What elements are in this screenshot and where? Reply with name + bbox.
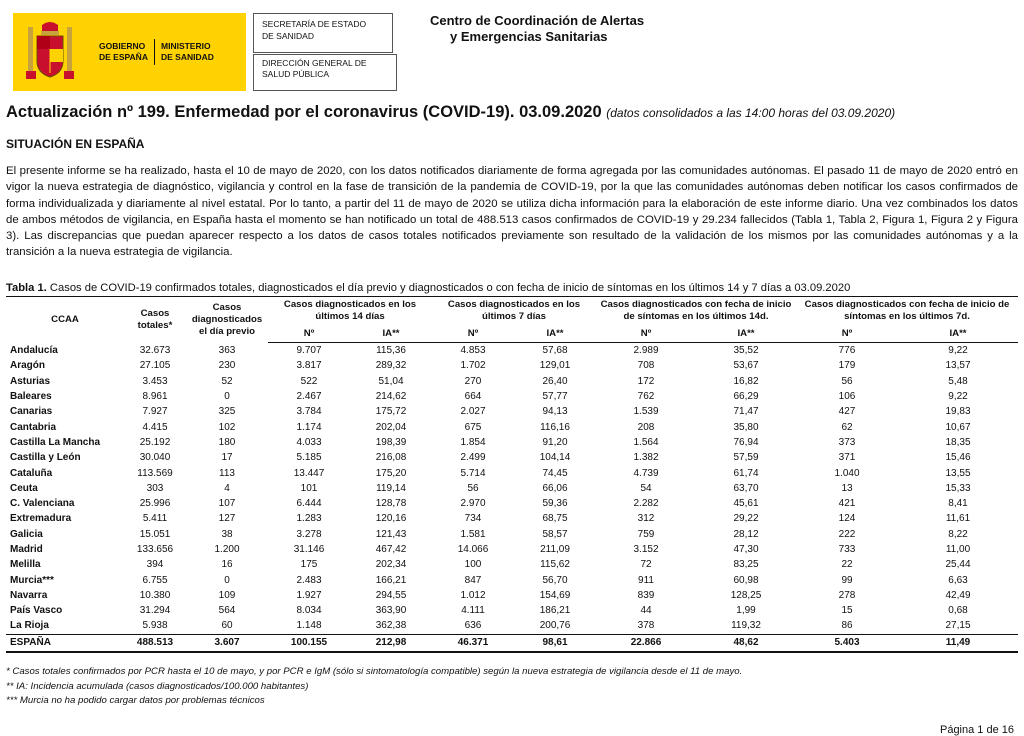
cell-value: 175,72 [375, 406, 407, 418]
cell-value: 1.382 [633, 452, 659, 464]
cell-value: 522 [300, 375, 318, 387]
table-row [6, 389, 1018, 404]
cell-value: 13 [841, 482, 853, 494]
cell-value: 1.581 [460, 528, 486, 540]
cell-value: 212,98 [350, 634, 432, 652]
cell-value: 54 [640, 482, 652, 494]
cell-value: 32.673 [139, 344, 171, 356]
secretaria-box: SECRETARÍA DE ESTADO DE SANIDAD [253, 13, 393, 53]
cell-ccaa: ESPAÑA [6, 634, 124, 652]
cell-value: 289,32 [375, 360, 407, 372]
cell-value: 180 [218, 436, 236, 448]
table-row [6, 496, 1018, 511]
cell-value: 56 [467, 482, 479, 494]
cell-ccaa: La Rioja [6, 618, 124, 634]
cell-value: 56,70 [542, 574, 568, 586]
cell-value: 31.294 [139, 605, 171, 617]
cell-value: 0 [224, 391, 230, 403]
header-ia: IA** [514, 325, 596, 343]
cell-value: 373 [838, 436, 856, 448]
cell-value: 133.656 [136, 544, 174, 555]
cell-value: 363 [218, 344, 236, 356]
gobierno-logo [13, 13, 246, 91]
cell-ccaa: Cantabria [10, 421, 57, 433]
table-row [6, 404, 1018, 419]
cell-value: 15,33 [945, 482, 971, 494]
cell-value: 312 [637, 513, 655, 525]
cell-value: 5.403 [796, 634, 898, 652]
cell-value: 211,09 [540, 544, 570, 555]
table-row [6, 343, 1018, 359]
cell-ccaa: Asturias [10, 375, 51, 387]
cell-value: 1.040 [834, 467, 860, 479]
report-title [6, 103, 895, 122]
table-row [6, 588, 1018, 603]
table-row [6, 603, 1018, 618]
header-sint7: Casos diagnosticados con fecha de inicio de síntomas en los últimos 7d. [804, 299, 1010, 322]
table-row [6, 481, 1018, 496]
cell-value: 467,42 [375, 544, 407, 555]
cell-value: 86 [796, 618, 898, 634]
header-ia: IA** [350, 325, 432, 343]
cell-value: 1.854 [460, 436, 486, 448]
title-main: Actualización nº 199. Enfermedad por el coronavirus (COVID-19). 03.09.2020 [6, 103, 602, 121]
table-row [6, 465, 1018, 480]
cell-value: 4.739 [633, 467, 659, 479]
cell-value: 378 [596, 618, 696, 634]
table-row [6, 419, 1018, 434]
cell-value: 35,52 [733, 345, 759, 357]
cell-ccaa: C. Valenciana [10, 498, 75, 510]
note-3: *** Murcia no ha podido cargar datos por problemas técnicos [6, 695, 265, 706]
cell-value: 16 [221, 559, 233, 571]
cell-value: 72 [640, 559, 652, 571]
cell-value: 214,62 [375, 391, 407, 403]
cell-value: 44 [640, 605, 652, 617]
cell-ccaa: Castilla La Mancha [10, 436, 101, 448]
cell-value: 101 [300, 482, 318, 494]
cell-value: 15 [841, 605, 853, 617]
table-body [6, 343, 1018, 652]
table-row [6, 435, 1018, 450]
cell-ccaa: País Vasco [10, 605, 63, 617]
cell-value: 129,01 [539, 360, 571, 372]
cell-value: 45,61 [733, 498, 759, 510]
cell-value: 6,63 [948, 574, 968, 586]
cell-value: 394 [146, 559, 164, 571]
cell-value: 25,44 [945, 559, 971, 571]
cell-value: 776 [838, 345, 856, 357]
cell-value: 57,77 [542, 391, 568, 403]
cell-value: 56 [841, 375, 853, 387]
cell-value: 172 [637, 375, 655, 387]
cell-value: 0 [224, 574, 230, 586]
cell-value: 13,55 [945, 467, 971, 479]
cell-value: 6.755 [142, 574, 168, 586]
cell-value: 26,40 [542, 375, 568, 387]
table-row [6, 527, 1018, 542]
logo-divider [154, 39, 155, 65]
section-title: SITUACIÓN EN ESPAÑA [6, 137, 145, 151]
cell-value: 5.714 [460, 467, 486, 479]
cell-value: 270 [464, 375, 482, 387]
header-ia: IA** [696, 325, 796, 343]
cell-value: 847 [464, 574, 482, 586]
header-diag7: Casos diagnosticados en los últimos 7 días [447, 299, 581, 322]
cell-value: 107 [218, 498, 236, 510]
cell-value: 61,74 [733, 467, 759, 479]
cell-value: 57,68 [542, 345, 568, 357]
cases-table [6, 296, 1018, 653]
cell-value: 120,16 [375, 513, 407, 525]
cell-value: 31.146 [293, 544, 325, 555]
cell-value: 3.278 [296, 528, 322, 540]
cell-value: 664 [464, 391, 482, 403]
cell-value: 22 [841, 559, 853, 571]
cell-value: 733 [838, 544, 856, 555]
header-n: Nº [596, 325, 696, 343]
cell-value: 1.012 [460, 589, 486, 601]
header-n: Nº [432, 325, 514, 343]
cell-value: 325 [218, 406, 236, 418]
cell-value: 68,75 [542, 513, 568, 525]
cell-value: 14.066 [457, 544, 489, 555]
cell-value: 2.499 [460, 452, 486, 464]
cell-value: 30.040 [139, 452, 171, 464]
cell-ccaa: Melilla [10, 559, 41, 571]
cell-value: 11,49 [898, 634, 1018, 652]
cell-value: 128,78 [375, 498, 407, 510]
cell-value: 10.380 [139, 589, 171, 601]
note-1: * Casos totales confirmados por PCR hasta el 10 de mayo, y por PCR e IgM (sólo si sintomatología compatible) según la nueva estrategia de vigilancia desde el 11 de mayo. [6, 666, 743, 677]
cell-value: 762 [637, 391, 655, 403]
cell-value: 9,22 [948, 345, 968, 357]
cell-value: 1,99 [736, 605, 756, 617]
cell-value: 759 [637, 528, 655, 540]
cell-ccaa: Canarias [10, 406, 53, 418]
cell-value: 104,14 [539, 452, 571, 464]
cell-value: 1.564 [633, 436, 659, 448]
cell-value: 11,61 [945, 513, 971, 525]
cell-value: 53,67 [733, 360, 759, 372]
header-previo: Casos diagnosticados el día previo [191, 301, 263, 337]
cell-ccaa: Murcia*** [10, 574, 54, 586]
cell-value: 734 [464, 513, 482, 525]
cell-value: 222 [838, 528, 856, 540]
cell-ccaa: Andalucía [10, 344, 58, 356]
header-diag14: Casos diagnosticados en los últimos 14 días [283, 299, 417, 322]
centro-line-1: Centro de Coordinación de Alertas [430, 13, 645, 28]
cell-value: 109 [218, 589, 236, 601]
cell-value: 115,62 [540, 559, 570, 571]
cell-value: 71,47 [733, 406, 759, 418]
cell-value: 362,38 [350, 618, 432, 634]
cell-value: 202,04 [375, 421, 407, 433]
cell-value: 19,83 [945, 406, 971, 418]
cell-value: 175,20 [375, 467, 407, 479]
header-n: Nº [268, 325, 350, 343]
cell-ccaa: Aragón [10, 360, 45, 372]
cell-ccaa: Ceuta [10, 482, 38, 494]
cell-ccaa: Baleares [10, 391, 52, 403]
cell-value: 60,98 [733, 574, 759, 586]
cell-value: 99 [841, 574, 853, 586]
ministerio-text: MINISTERIO DE SANIDAD [161, 41, 214, 62]
cell-value: 113 [219, 467, 235, 479]
cell-value: 10,67 [945, 421, 971, 433]
cell-value: 5.185 [296, 452, 322, 464]
cell-value: 8,41 [948, 498, 968, 510]
cell-value: 42,49 [945, 589, 971, 601]
cell-ccaa: Galicia [10, 528, 43, 540]
cell-value: 1.283 [296, 513, 322, 525]
cell-value: 6.444 [296, 498, 322, 510]
note-2: ** IA: Incidencia acumulada (casos diagnosticados/100.000 habitantes) [6, 680, 309, 692]
cell-value: 2.282 [633, 498, 659, 510]
cell-value: 60 [186, 618, 268, 634]
cell-value: 278 [838, 589, 856, 601]
cell-value: 4.415 [142, 421, 168, 433]
cell-value: 76,94 [733, 436, 759, 448]
cell-value: 5,48 [948, 375, 968, 387]
cell-value: 303 [146, 482, 164, 494]
cell-value: 116,16 [540, 421, 570, 433]
cell-ccaa: Cataluña [10, 467, 53, 479]
cell-value: 29,22 [733, 513, 759, 525]
caption-label: Tabla 1. [6, 282, 47, 294]
cell-value: 5.411 [142, 513, 168, 525]
cell-value: 28,12 [733, 528, 759, 540]
cell-value: 15.051 [139, 528, 171, 540]
cell-value: 179 [838, 360, 856, 372]
cell-value: 27.105 [139, 360, 171, 372]
cell-value: 119,14 [376, 482, 406, 494]
cell-value: 35,80 [733, 421, 759, 433]
cell-value: 675 [464, 421, 482, 433]
cell-value: 175 [300, 559, 318, 571]
cell-value: 25.996 [139, 498, 171, 510]
cell-value: 3.607 [186, 634, 268, 652]
cell-value: 13,57 [945, 360, 971, 372]
cell-value: 3.152 [633, 544, 659, 555]
table-row [6, 374, 1018, 389]
cell-value: 839 [637, 589, 655, 601]
cell-value: 62 [841, 421, 853, 433]
cell-value: 17 [221, 452, 233, 464]
cell-value: 98,61 [514, 634, 596, 652]
cell-value: 9.707 [296, 345, 322, 357]
cell-value: 119,32 [696, 618, 796, 634]
cell-value: 47,30 [733, 544, 759, 555]
cell-value: 4 [224, 482, 230, 494]
cell-value: 83,25 [733, 559, 759, 571]
table-total-row [6, 634, 1018, 652]
centro-line-2: y Emergencias Sanitarias [450, 29, 608, 44]
cell-value: 100.155 [268, 634, 350, 652]
page-number: Página 1 de 16 [939, 724, 1014, 736]
cell-value: 94,13 [542, 406, 568, 418]
cell-value: 294,55 [375, 589, 407, 601]
cell-value: 1.927 [296, 589, 322, 601]
cell-value: 8,22 [948, 528, 968, 540]
cell-value: 200,76 [514, 618, 596, 634]
cell-value: 27,15 [898, 618, 1018, 634]
cell-value: 74,45 [542, 467, 568, 479]
cell-value: 708 [637, 360, 655, 372]
intro-paragraph: El presente informe se ha realizado, hasta el 10 de mayo de 2020, con los datos notificados diariamente de forma agregada por las comunidades autónomas. El pasado 11 de mayo de 2020 entró en vigor la nueva estrategia de diagnóstico, vigilancia y control en la fase de transición de la pandemia de COVID-19, por la que las comunidades autónomas deben notificar los casos confirmados de forma individualizada y diariamente al nivel estatal. Por lo tanto, a partir del 11 de mayo de 2020 se utiliza dicha información para la elaboración de este informe diario. Una vez combinados los datos de ambos métodos de vigilancia, en España hasta el momento se han notificado un total de 488.513 casos confirmados de COVID-19 y 29.234 fallecidos (Tabla 1, Tabla 2, Figura 1, Figura 2 y Figura 3). Las discrepancias que puedan aparecer respecto a los datos de casos totales notificados previamente son resultado de la validación de los mismos por las comunidades autónomas y a la transición a la nueva estrategia de vigilancia. [6, 165, 1018, 259]
cell-value: 166,21 [375, 574, 407, 586]
cell-value: 2.989 [633, 345, 659, 357]
cell-value: 102 [218, 421, 236, 433]
cell-value: 8.961 [142, 391, 168, 403]
cell-value: 488.513 [124, 634, 186, 652]
cell-value: 202,34 [375, 559, 407, 571]
header-n: Nº [796, 325, 898, 343]
cell-value: 636 [432, 618, 514, 634]
table-row [6, 450, 1018, 465]
cell-value: 911 [638, 574, 654, 586]
cell-value: 18,35 [945, 436, 971, 448]
table-caption [6, 282, 850, 294]
title-sub: (datos consolidados a las 14:00 horas del 03.09.2020) [606, 106, 896, 120]
cell-value: 186,21 [539, 605, 571, 617]
cell-value: 52 [221, 375, 233, 387]
table-row [6, 572, 1018, 587]
header-ccaa: CCAA [51, 313, 79, 325]
cell-value: 91,20 [542, 436, 568, 448]
gobierno-text: GOBIERNO DE ESPAÑA [99, 41, 148, 62]
coat-of-arms-icon [25, 21, 75, 85]
cell-value: 66,06 [542, 482, 568, 494]
cell-value: 9,22 [948, 391, 968, 403]
cell-value: 0,68 [948, 605, 968, 617]
cell-value: 2.027 [460, 406, 486, 418]
cell-value: 2.483 [296, 574, 322, 586]
cell-value: 46.371 [432, 634, 514, 652]
cell-value: 127 [218, 513, 236, 525]
cell-value: 5.938 [124, 618, 186, 634]
cell-value: 3.817 [296, 360, 322, 372]
cell-value: 115,36 [376, 345, 406, 357]
cell-value: 3.784 [296, 406, 322, 418]
cell-value: 48,62 [696, 634, 796, 652]
cell-value: 363,90 [375, 605, 407, 617]
cell-value: 564 [218, 605, 236, 617]
centro-heading [430, 13, 644, 45]
cell-value: 1.200 [214, 544, 240, 555]
cell-value: 4.111 [461, 605, 485, 617]
cell-value: 198,39 [375, 436, 407, 448]
table-row [6, 511, 1018, 526]
cell-ccaa: Castilla y León [10, 452, 81, 464]
cell-value: 421 [838, 498, 856, 510]
cell-value: 128,25 [730, 589, 762, 601]
cell-value: 1.148 [268, 618, 350, 634]
cell-value: 63,70 [733, 482, 759, 494]
header-sint14: Casos diagnosticados con fecha de inicio de síntomas en los últimos 14d. [600, 299, 792, 322]
cell-value: 121,43 [375, 528, 407, 540]
cell-ccaa: Navarra [10, 589, 48, 601]
cell-value: 38 [221, 528, 233, 540]
cell-value: 427 [838, 406, 856, 418]
cell-value: 16,82 [733, 375, 759, 387]
cell-value: 13.447 [293, 467, 325, 479]
cell-value: 1.702 [460, 360, 486, 372]
table-row [6, 358, 1018, 373]
cell-value: 3.453 [142, 375, 168, 387]
cell-value: 4.853 [460, 345, 486, 357]
cell-value: 8.034 [296, 605, 322, 617]
cell-value: 58,57 [542, 528, 568, 540]
cell-value: 25.192 [139, 436, 171, 448]
cell-value: 106 [838, 391, 856, 403]
header-ia: IA** [898, 325, 1018, 343]
cell-value: 2.970 [460, 498, 486, 510]
cell-value: 371 [838, 452, 856, 464]
cell-value: 154,69 [539, 589, 571, 601]
table-notes [6, 665, 742, 709]
cell-value: 100 [464, 559, 482, 571]
cell-value: 22.866 [596, 634, 696, 652]
caption-text: Casos de COVID-19 confirmados totales, diagnosticados el día previo y diagnosticados o con fecha de inicio de síntomas en los últimos 14 y 7 días a 03.09.2020 [46, 282, 851, 294]
direccion-box: DIRECCIÓN GENERAL DE SALUD PÚBLICA [253, 54, 397, 91]
cell-ccaa: Madrid [10, 544, 43, 555]
cell-value: 208 [637, 421, 655, 433]
cell-value: 7.927 [142, 406, 168, 418]
cell-value: 66,29 [733, 391, 759, 403]
table-row [6, 557, 1018, 572]
cell-value: 1.174 [296, 421, 322, 433]
table-row [6, 542, 1018, 557]
header-totales: Casos totales* [137, 307, 173, 331]
cell-value: 1.539 [633, 406, 659, 418]
cell-value: 230 [218, 360, 236, 372]
cell-value: 113.569 [137, 467, 173, 479]
cell-value: 216,08 [375, 452, 407, 464]
cell-value: 59,36 [542, 498, 568, 510]
cell-value: 124 [838, 513, 856, 525]
cell-ccaa: Extremadura [10, 513, 72, 525]
cell-value: 4.033 [296, 436, 322, 448]
cell-value: 15,46 [945, 452, 971, 464]
cell-value: 11,00 [945, 544, 971, 555]
table-row [6, 618, 1018, 634]
cell-value: 57,59 [733, 452, 759, 464]
cell-value: 51,04 [378, 375, 404, 387]
cell-value: 2.467 [296, 391, 322, 403]
